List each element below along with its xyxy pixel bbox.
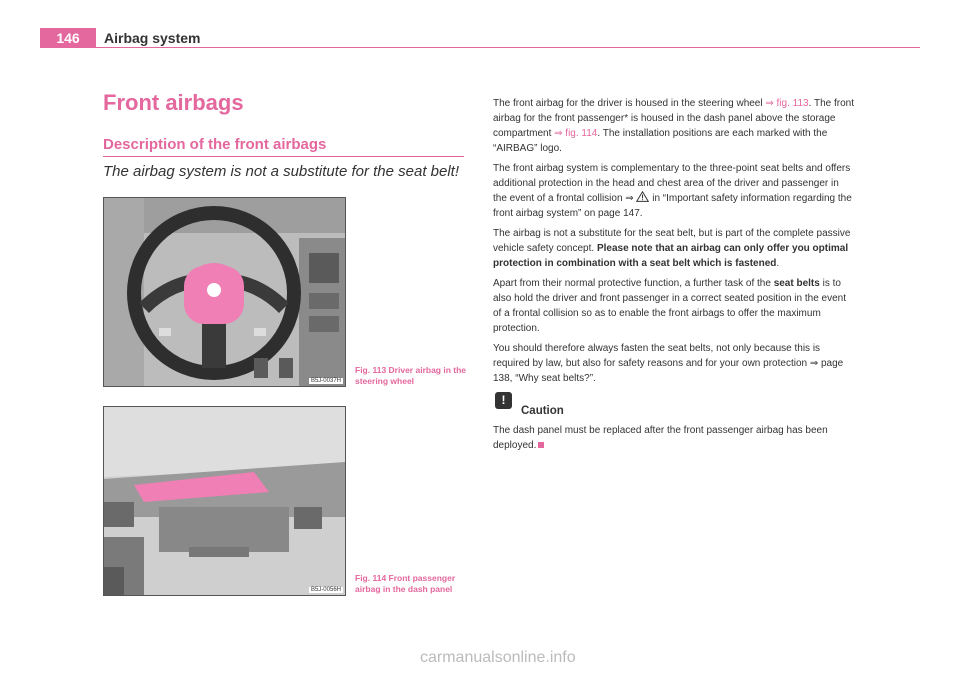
figure-link[interactable]: ⇒ fig. 113 — [765, 98, 809, 109]
caution-text: The dash panel must be replaced after the front passenger airbag has been deployed. — [493, 425, 828, 451]
exclamation-icon: ! — [495, 392, 512, 409]
end-marker-icon — [538, 442, 544, 448]
section-subheading: Description of the front airbags — [103, 136, 327, 153]
header-divider — [96, 47, 920, 48]
figure-code: B5J-0037H — [310, 378, 341, 384]
caution-heading: ! Caution — [493, 404, 855, 419]
dash-panel-illustration — [104, 407, 345, 595]
watermark: carmanualsonline.info — [420, 649, 576, 666]
lead-sentence: The airbag system is not a substitute for the seat belt! — [103, 163, 460, 180]
section-heading: Front airbags — [103, 90, 244, 115]
figure-code: B5J-0056H — [310, 587, 341, 593]
steering-wheel-illustration — [104, 198, 345, 386]
paragraph: The airbag is not a substitute for the seat belt, but is part of the complete passive vehicle safety concept. Please note that an airbag can only offer you optimal protection in combination with a seat belt which is fastened. — [493, 228, 851, 269]
paragraph: Apart from their normal protective function, a further task of the seat belts is to also hold the driver and front passenger in a correct seated position in the event of a frontal collision so as to enable the front airbags to offer the maximum protection. — [493, 278, 846, 334]
header-title: Airbag system — [104, 30, 201, 46]
warning-icon — [636, 191, 649, 202]
page-number-badge: 146 — [40, 28, 96, 48]
figure-caption: Fig. 114 Front passenger airbag in the dash panel — [355, 573, 456, 594]
figure-caption: Fig. 113 Driver airbag in the steering wheel — [355, 365, 467, 386]
figure-driver-airbag — [103, 197, 346, 387]
subheading-divider — [103, 156, 464, 157]
paragraph: You should therefore always fasten the seat belts, not only because this is required by law, but also for safety reasons and for your own protection ⇒ page 138, “Why seat belts?”. — [493, 343, 844, 384]
figure-link[interactable]: ⇒ fig. 114 — [554, 128, 598, 139]
figure-passenger-airbag — [103, 406, 346, 596]
paragraph: The front airbag system is complementary to the three-point seat belts and offers additional protection in the head and chest area of the driver and passenger in the event of a frontal collision ⇒ in “Important safety information regarding the front airbag system” on page 147. — [493, 163, 852, 219]
paragraph: The front airbag for the driver is housed in the steering wheel ⇒ fig. 113. The front airbag for the front passenger* is housed in the dash panel above the storage compartment ⇒ fig. 114. The installation positions are each marked with the “AIRBAG” logo. — [493, 98, 854, 154]
body-text — [493, 96, 855, 458]
